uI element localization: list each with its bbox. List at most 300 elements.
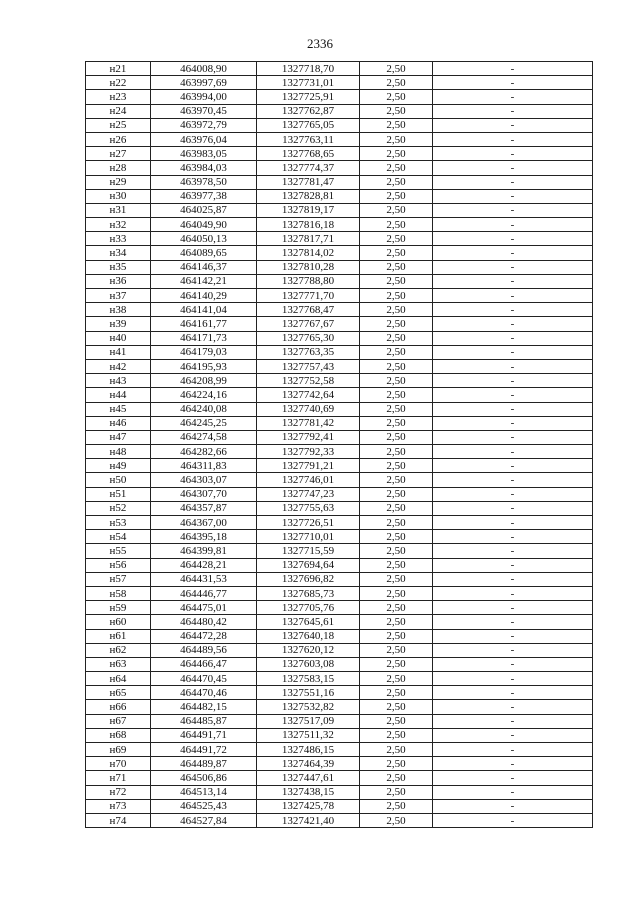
- y-coordinate-cell: 1327710,01: [257, 530, 360, 544]
- accuracy-cell: 2,50: [360, 629, 433, 643]
- x-coordinate-cell: 464475,01: [151, 601, 257, 615]
- table-row: [86, 445, 593, 459]
- description-cell: -: [433, 388, 593, 402]
- accuracy-cell: 2,50: [360, 757, 433, 771]
- point-id-cell: н53: [86, 516, 151, 530]
- accuracy-cell: 2,50: [360, 615, 433, 629]
- description-cell: -: [433, 799, 593, 813]
- accuracy-cell: 2,50: [360, 345, 433, 359]
- table-row: [86, 274, 593, 288]
- y-coordinate-cell: 1327645,61: [257, 615, 360, 629]
- point-id-cell: н26: [86, 132, 151, 146]
- accuracy-cell: 2,50: [360, 728, 433, 742]
- description-cell: -: [433, 572, 593, 586]
- x-coordinate-cell: 464428,21: [151, 558, 257, 572]
- description-cell: -: [433, 544, 593, 558]
- accuracy-cell: 2,50: [360, 402, 433, 416]
- table-row: [86, 303, 593, 317]
- accuracy-cell: 2,50: [360, 601, 433, 615]
- table-row: [86, 615, 593, 629]
- x-coordinate-cell: 464480,42: [151, 615, 257, 629]
- y-coordinate-cell: 1327752,58: [257, 374, 360, 388]
- accuracy-cell: 2,50: [360, 118, 433, 132]
- table-row: [86, 132, 593, 146]
- accuracy-cell: 2,50: [360, 516, 433, 530]
- y-coordinate-cell: 1327603,08: [257, 657, 360, 671]
- table-row: [86, 203, 593, 217]
- description-cell: -: [433, 175, 593, 189]
- x-coordinate-cell: 463972,79: [151, 118, 257, 132]
- y-coordinate-cell: 1327814,02: [257, 246, 360, 260]
- point-id-cell: н31: [86, 203, 151, 217]
- x-coordinate-cell: 464491,71: [151, 728, 257, 742]
- x-coordinate-cell: 464357,87: [151, 501, 257, 515]
- description-cell: -: [433, 459, 593, 473]
- description-cell: -: [433, 147, 593, 161]
- x-coordinate-cell: 464224,16: [151, 388, 257, 402]
- table-row: [86, 672, 593, 686]
- y-coordinate-cell: 1327464,39: [257, 757, 360, 771]
- table-row: [86, 374, 593, 388]
- x-coordinate-cell: 464513,14: [151, 785, 257, 799]
- description-cell: -: [433, 104, 593, 118]
- y-coordinate-cell: 1327421,40: [257, 813, 360, 827]
- table-row: [86, 700, 593, 714]
- y-coordinate-cell: 1327781,47: [257, 175, 360, 189]
- description-cell: -: [433, 785, 593, 799]
- point-id-cell: н62: [86, 643, 151, 657]
- x-coordinate-cell: 463978,50: [151, 175, 257, 189]
- accuracy-cell: 2,50: [360, 388, 433, 402]
- table-row: [86, 62, 593, 76]
- table-row: [86, 76, 593, 90]
- y-coordinate-cell: 1327828,81: [257, 189, 360, 203]
- description-cell: -: [433, 558, 593, 572]
- x-coordinate-cell: 464491,72: [151, 743, 257, 757]
- point-id-cell: н65: [86, 686, 151, 700]
- x-coordinate-cell: 464089,65: [151, 246, 257, 260]
- description-cell: -: [433, 743, 593, 757]
- description-cell: -: [433, 771, 593, 785]
- y-coordinate-cell: 1327746,01: [257, 473, 360, 487]
- x-coordinate-cell: 464179,03: [151, 345, 257, 359]
- table-row: [86, 473, 593, 487]
- point-id-cell: н56: [86, 558, 151, 572]
- table-row: [86, 785, 593, 799]
- description-cell: -: [433, 445, 593, 459]
- point-id-cell: н67: [86, 714, 151, 728]
- accuracy-cell: 2,50: [360, 132, 433, 146]
- accuracy-cell: 2,50: [360, 289, 433, 303]
- y-coordinate-cell: 1327767,67: [257, 317, 360, 331]
- table-row: [86, 331, 593, 345]
- point-id-cell: н47: [86, 430, 151, 444]
- point-id-cell: н24: [86, 104, 151, 118]
- description-cell: -: [433, 161, 593, 175]
- accuracy-cell: 2,50: [360, 473, 433, 487]
- point-id-cell: н27: [86, 147, 151, 161]
- y-coordinate-cell: 1327774,37: [257, 161, 360, 175]
- description-cell: -: [433, 303, 593, 317]
- accuracy-cell: 2,50: [360, 218, 433, 232]
- table-row: [86, 643, 593, 657]
- table-row: [86, 345, 593, 359]
- point-id-cell: н54: [86, 530, 151, 544]
- description-cell: -: [433, 586, 593, 600]
- point-id-cell: н74: [86, 813, 151, 827]
- description-cell: -: [433, 118, 593, 132]
- point-id-cell: н41: [86, 345, 151, 359]
- accuracy-cell: 2,50: [360, 813, 433, 827]
- point-id-cell: н71: [86, 771, 151, 785]
- point-id-cell: н63: [86, 657, 151, 671]
- x-coordinate-cell: 464367,00: [151, 516, 257, 530]
- x-coordinate-cell: 463970,45: [151, 104, 257, 118]
- y-coordinate-cell: 1327788,80: [257, 274, 360, 288]
- point-id-cell: н59: [86, 601, 151, 615]
- point-id-cell: н25: [86, 118, 151, 132]
- table-row: [86, 487, 593, 501]
- x-coordinate-cell: 464472,28: [151, 629, 257, 643]
- description-cell: -: [433, 657, 593, 671]
- x-coordinate-cell: 464245,25: [151, 416, 257, 430]
- table-row: [86, 757, 593, 771]
- y-coordinate-cell: 1327763,11: [257, 132, 360, 146]
- x-coordinate-cell: 464141,04: [151, 303, 257, 317]
- accuracy-cell: 2,50: [360, 785, 433, 799]
- y-coordinate-cell: 1327816,18: [257, 218, 360, 232]
- y-coordinate-cell: 1327694,64: [257, 558, 360, 572]
- x-coordinate-cell: 463997,69: [151, 76, 257, 90]
- accuracy-cell: 2,50: [360, 331, 433, 345]
- y-coordinate-cell: 1327511,32: [257, 728, 360, 742]
- table-row: [86, 544, 593, 558]
- description-cell: -: [433, 757, 593, 771]
- description-cell: -: [433, 686, 593, 700]
- accuracy-cell: 2,50: [360, 359, 433, 373]
- point-id-cell: н68: [86, 728, 151, 742]
- point-id-cell: н66: [86, 700, 151, 714]
- y-coordinate-cell: 1327771,70: [257, 289, 360, 303]
- table-row: [86, 189, 593, 203]
- point-id-cell: н23: [86, 90, 151, 104]
- x-coordinate-cell: 464282,66: [151, 445, 257, 459]
- y-coordinate-cell: 1327757,43: [257, 359, 360, 373]
- table-row: [86, 714, 593, 728]
- table-row: [86, 558, 593, 572]
- point-id-cell: н64: [86, 672, 151, 686]
- point-id-cell: н37: [86, 289, 151, 303]
- x-coordinate-cell: 464431,53: [151, 572, 257, 586]
- description-cell: -: [433, 260, 593, 274]
- x-coordinate-cell: 464485,87: [151, 714, 257, 728]
- table-row: [86, 771, 593, 785]
- y-coordinate-cell: 1327725,91: [257, 90, 360, 104]
- y-coordinate-cell: 1327781,42: [257, 416, 360, 430]
- x-coordinate-cell: 464161,77: [151, 317, 257, 331]
- x-coordinate-cell: 464506,86: [151, 771, 257, 785]
- description-cell: -: [433, 359, 593, 373]
- x-coordinate-cell: 463976,04: [151, 132, 257, 146]
- table-row: [86, 530, 593, 544]
- accuracy-cell: 2,50: [360, 714, 433, 728]
- y-coordinate-cell: 1327742,64: [257, 388, 360, 402]
- table-row: [86, 430, 593, 444]
- table-row: [86, 416, 593, 430]
- coordinates-table-body: [86, 62, 593, 828]
- x-coordinate-cell: 464311,83: [151, 459, 257, 473]
- y-coordinate-cell: 1327551,16: [257, 686, 360, 700]
- description-cell: -: [433, 402, 593, 416]
- x-coordinate-cell: 463977,38: [151, 189, 257, 203]
- description-cell: -: [433, 218, 593, 232]
- table-row: [86, 572, 593, 586]
- description-cell: -: [433, 203, 593, 217]
- point-id-cell: н35: [86, 260, 151, 274]
- y-coordinate-cell: 1327425,78: [257, 799, 360, 813]
- x-coordinate-cell: 464307,70: [151, 487, 257, 501]
- description-cell: -: [433, 331, 593, 345]
- point-id-cell: н49: [86, 459, 151, 473]
- table-row: [86, 90, 593, 104]
- accuracy-cell: 2,50: [360, 445, 433, 459]
- y-coordinate-cell: 1327685,73: [257, 586, 360, 600]
- accuracy-cell: 2,50: [360, 799, 433, 813]
- description-cell: -: [433, 601, 593, 615]
- accuracy-cell: 2,50: [360, 161, 433, 175]
- point-id-cell: н46: [86, 416, 151, 430]
- point-id-cell: н21: [86, 62, 151, 76]
- x-coordinate-cell: 464171,73: [151, 331, 257, 345]
- table-row: [86, 260, 593, 274]
- y-coordinate-cell: 1327740,69: [257, 402, 360, 416]
- description-cell: -: [433, 246, 593, 260]
- accuracy-cell: 2,50: [360, 643, 433, 657]
- y-coordinate-cell: 1327765,30: [257, 331, 360, 345]
- y-coordinate-cell: 1327768,65: [257, 147, 360, 161]
- point-id-cell: н70: [86, 757, 151, 771]
- x-coordinate-cell: 464303,07: [151, 473, 257, 487]
- x-coordinate-cell: 464142,21: [151, 274, 257, 288]
- y-coordinate-cell: 1327791,21: [257, 459, 360, 473]
- table-row: [86, 813, 593, 827]
- description-cell: -: [433, 317, 593, 331]
- accuracy-cell: 2,50: [360, 459, 433, 473]
- point-id-cell: н73: [86, 799, 151, 813]
- coordinates-table: [85, 61, 593, 828]
- point-id-cell: н69: [86, 743, 151, 757]
- y-coordinate-cell: 1327715,59: [257, 544, 360, 558]
- point-id-cell: н43: [86, 374, 151, 388]
- table-row: [86, 317, 593, 331]
- table-row: [86, 743, 593, 757]
- description-cell: -: [433, 76, 593, 90]
- point-id-cell: н22: [86, 76, 151, 90]
- x-coordinate-cell: 463984,03: [151, 161, 257, 175]
- x-coordinate-cell: 464208,99: [151, 374, 257, 388]
- point-id-cell: н50: [86, 473, 151, 487]
- table-row: [86, 686, 593, 700]
- table-row: [86, 118, 593, 132]
- x-coordinate-cell: 464525,43: [151, 799, 257, 813]
- table-row: [86, 147, 593, 161]
- table-row: [86, 501, 593, 515]
- description-cell: -: [433, 416, 593, 430]
- y-coordinate-cell: 1327755,63: [257, 501, 360, 515]
- point-id-cell: н39: [86, 317, 151, 331]
- x-coordinate-cell: 464399,81: [151, 544, 257, 558]
- description-cell: -: [433, 62, 593, 76]
- accuracy-cell: 2,50: [360, 175, 433, 189]
- table-row: [86, 601, 593, 615]
- table-row: [86, 104, 593, 118]
- point-id-cell: н51: [86, 487, 151, 501]
- table-row: [86, 232, 593, 246]
- table-row: [86, 586, 593, 600]
- accuracy-cell: 2,50: [360, 743, 433, 757]
- description-cell: -: [433, 430, 593, 444]
- point-id-cell: н48: [86, 445, 151, 459]
- y-coordinate-cell: 1327705,76: [257, 601, 360, 615]
- y-coordinate-cell: 1327486,15: [257, 743, 360, 757]
- description-cell: -: [433, 700, 593, 714]
- description-cell: -: [433, 487, 593, 501]
- description-cell: -: [433, 516, 593, 530]
- table-row: [86, 388, 593, 402]
- point-id-cell: н61: [86, 629, 151, 643]
- table-row: [86, 218, 593, 232]
- x-coordinate-cell: 464274,58: [151, 430, 257, 444]
- accuracy-cell: 2,50: [360, 416, 433, 430]
- accuracy-cell: 2,50: [360, 487, 433, 501]
- x-coordinate-cell: 463994,00: [151, 90, 257, 104]
- y-coordinate-cell: 1327726,51: [257, 516, 360, 530]
- x-coordinate-cell: 464008,90: [151, 62, 257, 76]
- y-coordinate-cell: 1327792,33: [257, 445, 360, 459]
- point-id-cell: н60: [86, 615, 151, 629]
- accuracy-cell: 2,50: [360, 62, 433, 76]
- accuracy-cell: 2,50: [360, 430, 433, 444]
- description-cell: -: [433, 629, 593, 643]
- point-id-cell: н29: [86, 175, 151, 189]
- accuracy-cell: 2,50: [360, 303, 433, 317]
- table-row: [86, 728, 593, 742]
- y-coordinate-cell: 1327747,23: [257, 487, 360, 501]
- point-id-cell: н40: [86, 331, 151, 345]
- accuracy-cell: 2,50: [360, 572, 433, 586]
- x-coordinate-cell: 464049,90: [151, 218, 257, 232]
- y-coordinate-cell: 1327762,87: [257, 104, 360, 118]
- point-id-cell: н45: [86, 402, 151, 416]
- description-cell: -: [433, 473, 593, 487]
- accuracy-cell: 2,50: [360, 501, 433, 515]
- accuracy-cell: 2,50: [360, 317, 433, 331]
- x-coordinate-cell: 464482,15: [151, 700, 257, 714]
- table-row: [86, 657, 593, 671]
- description-cell: -: [433, 90, 593, 104]
- y-coordinate-cell: 1327817,71: [257, 232, 360, 246]
- description-cell: -: [433, 728, 593, 742]
- point-id-cell: н58: [86, 586, 151, 600]
- description-cell: -: [433, 813, 593, 827]
- point-id-cell: н57: [86, 572, 151, 586]
- x-coordinate-cell: 464025,87: [151, 203, 257, 217]
- x-coordinate-cell: 464466,47: [151, 657, 257, 671]
- point-id-cell: н42: [86, 359, 151, 373]
- description-cell: -: [433, 714, 593, 728]
- table-row: [86, 402, 593, 416]
- accuracy-cell: 2,50: [360, 260, 433, 274]
- accuracy-cell: 2,50: [360, 203, 433, 217]
- point-id-cell: н55: [86, 544, 151, 558]
- accuracy-cell: 2,50: [360, 76, 433, 90]
- y-coordinate-cell: 1327810,28: [257, 260, 360, 274]
- accuracy-cell: 2,50: [360, 700, 433, 714]
- x-coordinate-cell: 464195,93: [151, 359, 257, 373]
- description-cell: -: [433, 672, 593, 686]
- y-coordinate-cell: 1327517,09: [257, 714, 360, 728]
- point-id-cell: н44: [86, 388, 151, 402]
- y-coordinate-cell: 1327532,82: [257, 700, 360, 714]
- accuracy-cell: 2,50: [360, 189, 433, 203]
- x-coordinate-cell: 464470,46: [151, 686, 257, 700]
- accuracy-cell: 2,50: [360, 672, 433, 686]
- accuracy-cell: 2,50: [360, 530, 433, 544]
- description-cell: -: [433, 289, 593, 303]
- x-coordinate-cell: 464470,45: [151, 672, 257, 686]
- point-id-cell: н52: [86, 501, 151, 515]
- y-coordinate-cell: 1327763,35: [257, 345, 360, 359]
- table-row: [86, 516, 593, 530]
- description-cell: -: [433, 615, 593, 629]
- x-coordinate-cell: 464489,56: [151, 643, 257, 657]
- point-id-cell: н32: [86, 218, 151, 232]
- description-cell: -: [433, 530, 593, 544]
- accuracy-cell: 2,50: [360, 246, 433, 260]
- x-coordinate-cell: 464140,29: [151, 289, 257, 303]
- accuracy-cell: 2,50: [360, 147, 433, 161]
- point-id-cell: н34: [86, 246, 151, 260]
- accuracy-cell: 2,50: [360, 586, 433, 600]
- table-row: [86, 799, 593, 813]
- table-row: [86, 161, 593, 175]
- x-coordinate-cell: 464489,87: [151, 757, 257, 771]
- y-coordinate-cell: 1327640,18: [257, 629, 360, 643]
- x-coordinate-cell: 464240,08: [151, 402, 257, 416]
- x-coordinate-cell: 464146,37: [151, 260, 257, 274]
- x-coordinate-cell: 464527,84: [151, 813, 257, 827]
- y-coordinate-cell: 1327792,41: [257, 430, 360, 444]
- point-id-cell: н30: [86, 189, 151, 203]
- description-cell: -: [433, 374, 593, 388]
- x-coordinate-cell: 464050,13: [151, 232, 257, 246]
- y-coordinate-cell: 1327583,15: [257, 672, 360, 686]
- accuracy-cell: 2,50: [360, 657, 433, 671]
- description-cell: -: [433, 274, 593, 288]
- accuracy-cell: 2,50: [360, 232, 433, 246]
- accuracy-cell: 2,50: [360, 686, 433, 700]
- page-number: 2336: [307, 36, 333, 51]
- point-id-cell: н28: [86, 161, 151, 175]
- x-coordinate-cell: 464446,77: [151, 586, 257, 600]
- y-coordinate-cell: 1327620,12: [257, 643, 360, 657]
- accuracy-cell: 2,50: [360, 104, 433, 118]
- description-cell: -: [433, 345, 593, 359]
- y-coordinate-cell: 1327731,01: [257, 76, 360, 90]
- table-row: [86, 459, 593, 473]
- description-cell: -: [433, 501, 593, 515]
- point-id-cell: н36: [86, 274, 151, 288]
